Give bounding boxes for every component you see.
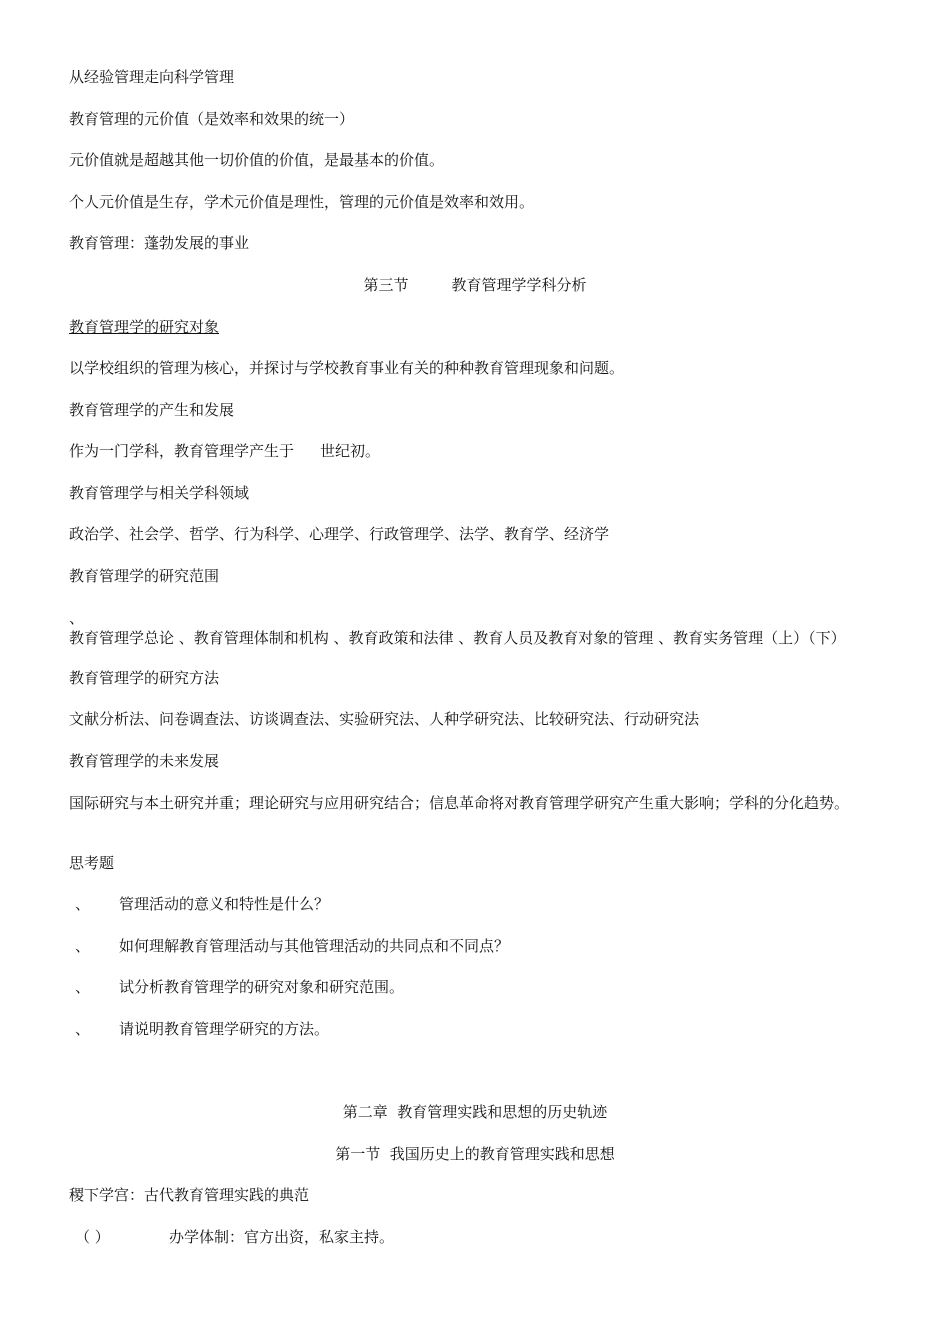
paragraph: 个人元价值是生存，学术元价值是理性，管理的元价值是效率和效用。 xyxy=(69,193,535,211)
list-mark: 、 xyxy=(75,895,91,913)
chapter-heading: 第二章 教育管理实践和思想的历史轨迹 xyxy=(342,1103,608,1121)
subheading: 稷下学宫：古代教育管理实践的典范 xyxy=(69,1186,310,1204)
list-mark: 、 xyxy=(75,1020,91,1038)
paragraph: 文献分析法、问卷调查法、访谈调查法、实验研究法、人种学研究法、比较研究法、行动研究法 xyxy=(69,710,700,728)
subheading: 教育管理学的研究范围 xyxy=(69,567,220,585)
list-item xyxy=(75,936,509,956)
paragraph: 教育管理的元价值（是效率和效果的统一） xyxy=(69,110,355,128)
subheading: 教育管理学的产生和发展 xyxy=(69,401,235,419)
list-item xyxy=(75,894,329,914)
paragraph xyxy=(75,1227,394,1247)
list-mark: 、 xyxy=(75,937,91,955)
paragraph: 政治学、社会学、哲学、行为科学、心理学、行政管理学、法学、教育学、经济学 xyxy=(69,525,610,543)
paragraph xyxy=(69,441,380,461)
paragraph-text: 作为一门学科，教育管理学产生于 xyxy=(69,442,295,460)
paragraph-text: 世纪初。 xyxy=(320,442,381,460)
list-mark: （ ） xyxy=(75,1228,110,1246)
list-item xyxy=(75,1019,329,1039)
list-mark: 、 xyxy=(75,978,91,996)
list-item-text: 管理活动的意义和特性是什么？ xyxy=(119,895,330,913)
list-mark: 、 xyxy=(69,609,85,627)
list-item-text: 试分析教育管理学的研究对象和研究范围。 xyxy=(119,978,405,996)
paragraph: 元价值就是超越其他一切价值的价值，是最基本的价值。 xyxy=(69,151,445,169)
paragraph-text: 教育管理学总论 、教育管理体制和机构 、教育政策和法律 、教育人员及教育对象的管理 、教育实务管理（上）（下） xyxy=(69,629,846,647)
list-item-text: 如何理解教育管理活动与其他管理活动的共同点和不同点？ xyxy=(119,937,510,955)
paragraph xyxy=(69,608,889,648)
paragraph: 国际研究与本土研究并重；理论研究与应用研究结合；信息革命将对教育管理学研究产生重大影响；学科的分化趋势。 xyxy=(69,794,850,812)
subheading: 思考题 xyxy=(69,854,115,872)
paragraph: 教育管理：蓬勃发展的事业 xyxy=(69,234,250,252)
subheading: 教育管理学的研究方法 xyxy=(69,669,220,687)
section-heading: 第一节 我国历史上的教育管理实践和思想 xyxy=(335,1145,615,1163)
subheading: 教育管理学的研究对象 xyxy=(69,318,220,336)
subheading: 教育管理学与相关学科领域 xyxy=(69,484,250,502)
list-item-text: 请说明教育管理学研究的方法。 xyxy=(119,1020,330,1038)
paragraph: 以学校组织的管理为核心，并探讨与学校教育事业有关的种种教育管理现象和问题。 xyxy=(69,359,625,377)
section-heading: 第三节 教育管理学学科分析 xyxy=(363,276,587,294)
paragraph-text: 办学体制：官方出资，私家主持。 xyxy=(169,1228,395,1246)
paragraph: 从经验管理走向科学管理 xyxy=(69,68,235,86)
list-item xyxy=(75,977,404,997)
subheading: 教育管理学的未来发展 xyxy=(69,752,220,770)
